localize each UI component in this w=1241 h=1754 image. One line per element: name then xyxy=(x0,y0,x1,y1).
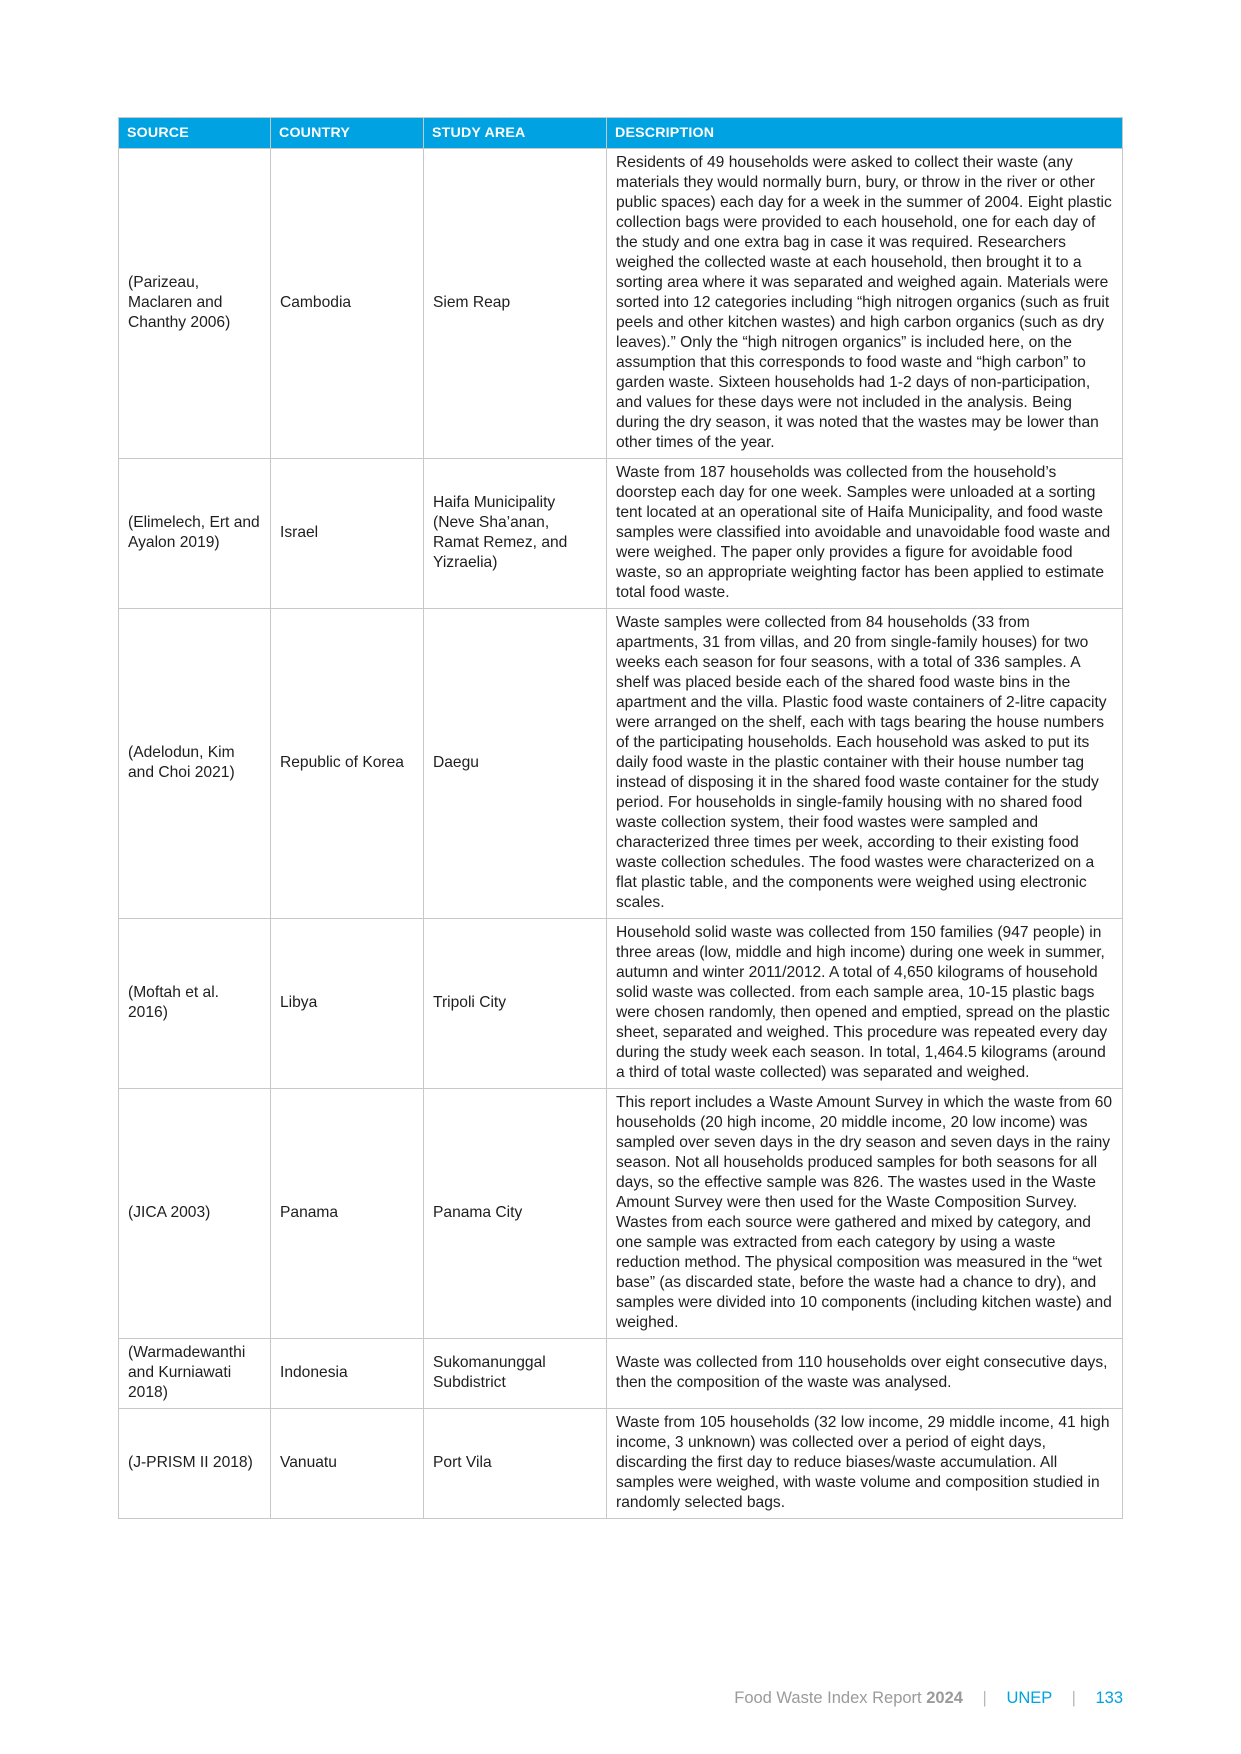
description-cell: Household solid waste was collected from 150 families (947 people) in three areas (low, middle and high income) during one week in summer, autumn and winter 2011/2012. A total of 4,650 kilograms of household solid waste was collected. from each sample area, 10-15 plastic bags were chosen randomly, then opened and emptied, spread on the plastic sheet, separated and weighed. This procedure was repeated every day during the study week each season. In total, 1,464.5 kilograms (around a third of total waste collected) was separated and weighed. xyxy=(607,919,1123,1089)
description-cell: Waste from 105 households (32 low income, 29 middle income, 41 high income, 3 unknown) was collected over a period of eight days, discarding the first day to reduce biases/waste accumulation. All samples were weighed, with waste volume and composition studied in randomly selected bags. xyxy=(607,1409,1123,1519)
country-cell: Republic of Korea xyxy=(271,609,424,919)
country-cell: Libya xyxy=(271,919,424,1089)
source-cell: (Parizeau, Maclaren and Chanthy 2006) xyxy=(119,149,271,459)
table-row xyxy=(119,919,1123,1089)
page-footer xyxy=(734,1689,1123,1708)
header-source: SOURCE xyxy=(119,118,271,149)
source-cell: (Warmadewanthi and Kurniawati 2018) xyxy=(119,1339,271,1409)
description-cell: Waste from 187 households was collected from the household’s doorstep each day for one week. Samples were unloaded at a sorting tent located at an operational site of Haifa Municipality, and food waste samples were classified into avoidable and unavoidable food waste and were weighed. The paper only provides a figure for avoidable food waste, so an appropriate weighting factor has been applied to estimate total food waste. xyxy=(607,459,1123,609)
study-area-cell: Haifa Municipality (Neve Sha’anan, Ramat Remez, and Yizraelia) xyxy=(424,459,607,609)
header-description: DESCRIPTION xyxy=(607,118,1123,149)
header-study-area: STUDY AREA xyxy=(424,118,607,149)
table-row xyxy=(119,149,1123,459)
report-year: 2024 xyxy=(926,1689,963,1707)
table-row xyxy=(119,459,1123,609)
source-cell: (Elimelech, Ert and Ayalon 2019) xyxy=(119,459,271,609)
study-area-cell: Sukomanunggal Subdistrict xyxy=(424,1339,607,1409)
description-cell: Waste samples were collected from 84 households (33 from apartments, 31 from villas, and 20 from single-family houses) for two weeks each season for four seasons, with a total of 336 samples. A shelf was placed beside each of the shared food waste bins in the apartment and the villa. Plastic food waste containers of 2-litre capacity were arranged on the shelf, each with tags bearing the house numbers of the participating households. Each household was asked to put its daily food waste in the plastic container with their house number tag instead of disposing it in the shared food waste container for the study period. For households in single-family housing with no shared food waste collection system, their food wastes were sampled and characterized three times per week, according to their existing food waste collection schedules. The food wastes were characterized on a flat plastic table, and the components were weighed using electronic scales. xyxy=(607,609,1123,919)
org-name: UNEP xyxy=(1006,1689,1052,1707)
study-area-cell: Daegu xyxy=(424,609,607,919)
page-number: 133 xyxy=(1095,1689,1123,1707)
source-cell: (Adelodun, Kim and Choi 2021) xyxy=(119,609,271,919)
description-cell: Waste was collected from 110 households over eight consecutive days, then the composition of the waste was analysed. xyxy=(607,1339,1123,1409)
table-row xyxy=(119,609,1123,919)
report-title: Food Waste Index Report xyxy=(734,1689,922,1707)
study-area-cell: Tripoli City xyxy=(424,919,607,1089)
country-cell: Israel xyxy=(271,459,424,609)
country-cell: Vanuatu xyxy=(271,1409,424,1519)
table-body xyxy=(119,149,1123,1519)
header-country: COUNTRY xyxy=(271,118,424,149)
country-cell: Panama xyxy=(271,1089,424,1339)
source-cell: (JICA 2003) xyxy=(119,1089,271,1339)
footer-separator: | xyxy=(1071,1689,1076,1707)
study-area-cell: Siem Reap xyxy=(424,149,607,459)
header-row xyxy=(119,118,1123,149)
table-header xyxy=(119,118,1123,149)
source-cell: (Moftah et al. 2016) xyxy=(119,919,271,1089)
source-cell: (J-PRISM II 2018) xyxy=(119,1409,271,1519)
country-cell: Cambodia xyxy=(271,149,424,459)
footer-separator: | xyxy=(982,1689,987,1707)
study-area-cell: Panama City xyxy=(424,1089,607,1339)
study-area-cell: Port Vila xyxy=(424,1409,607,1519)
country-cell: Indonesia xyxy=(271,1339,424,1409)
sources-table xyxy=(118,117,1123,1519)
description-cell: This report includes a Waste Amount Survey in which the waste from 60 households (20 high income, 20 middle income, 20 low income) was sampled over seven days in the dry season and seven days in the rainy season. Not all households produced samples for both seasons for all days, so the effective sample was 826. The wastes used in the Waste Amount Survey were then used for the Waste Composition Survey. Wastes from each source were gathered and mixed by category, and one sample was extracted from each category by using a waste reduction method. The physical composition was measured in the “wet base” (as discarded state, before the waste had a chance to dry), and samples were divided into 10 components (including kitchen waste) and weighed. xyxy=(607,1089,1123,1339)
description-cell: Residents of 49 households were asked to collect their waste (any materials they would normally burn, bury, or throw in the river or other public spaces) each day for a week in the summer of 2004. Eight plastic collection bags were provided to each household, one for each day of the study and one extra bag in case it was required. Researchers weighed the collected waste at each household, then brought it to a sorting area where it was separated and weighed again. Materials were sorted into 12 categories including “high nitrogen organics (such as fruit peels and other kitchen wastes) and high carbon organics (such as dry leaves).” Only the “high nitrogen organics” is included here, on the assumption that this corresponds to food waste and “high carbon” to garden waste. Sixteen households had 1-2 days of non-participation, and values for these days were not included in the analysis. Being during the dry season, it was noted that the wastes may be lower than other times of the year. xyxy=(607,149,1123,459)
table-row xyxy=(119,1409,1123,1519)
table-row xyxy=(119,1339,1123,1409)
table-row xyxy=(119,1089,1123,1339)
